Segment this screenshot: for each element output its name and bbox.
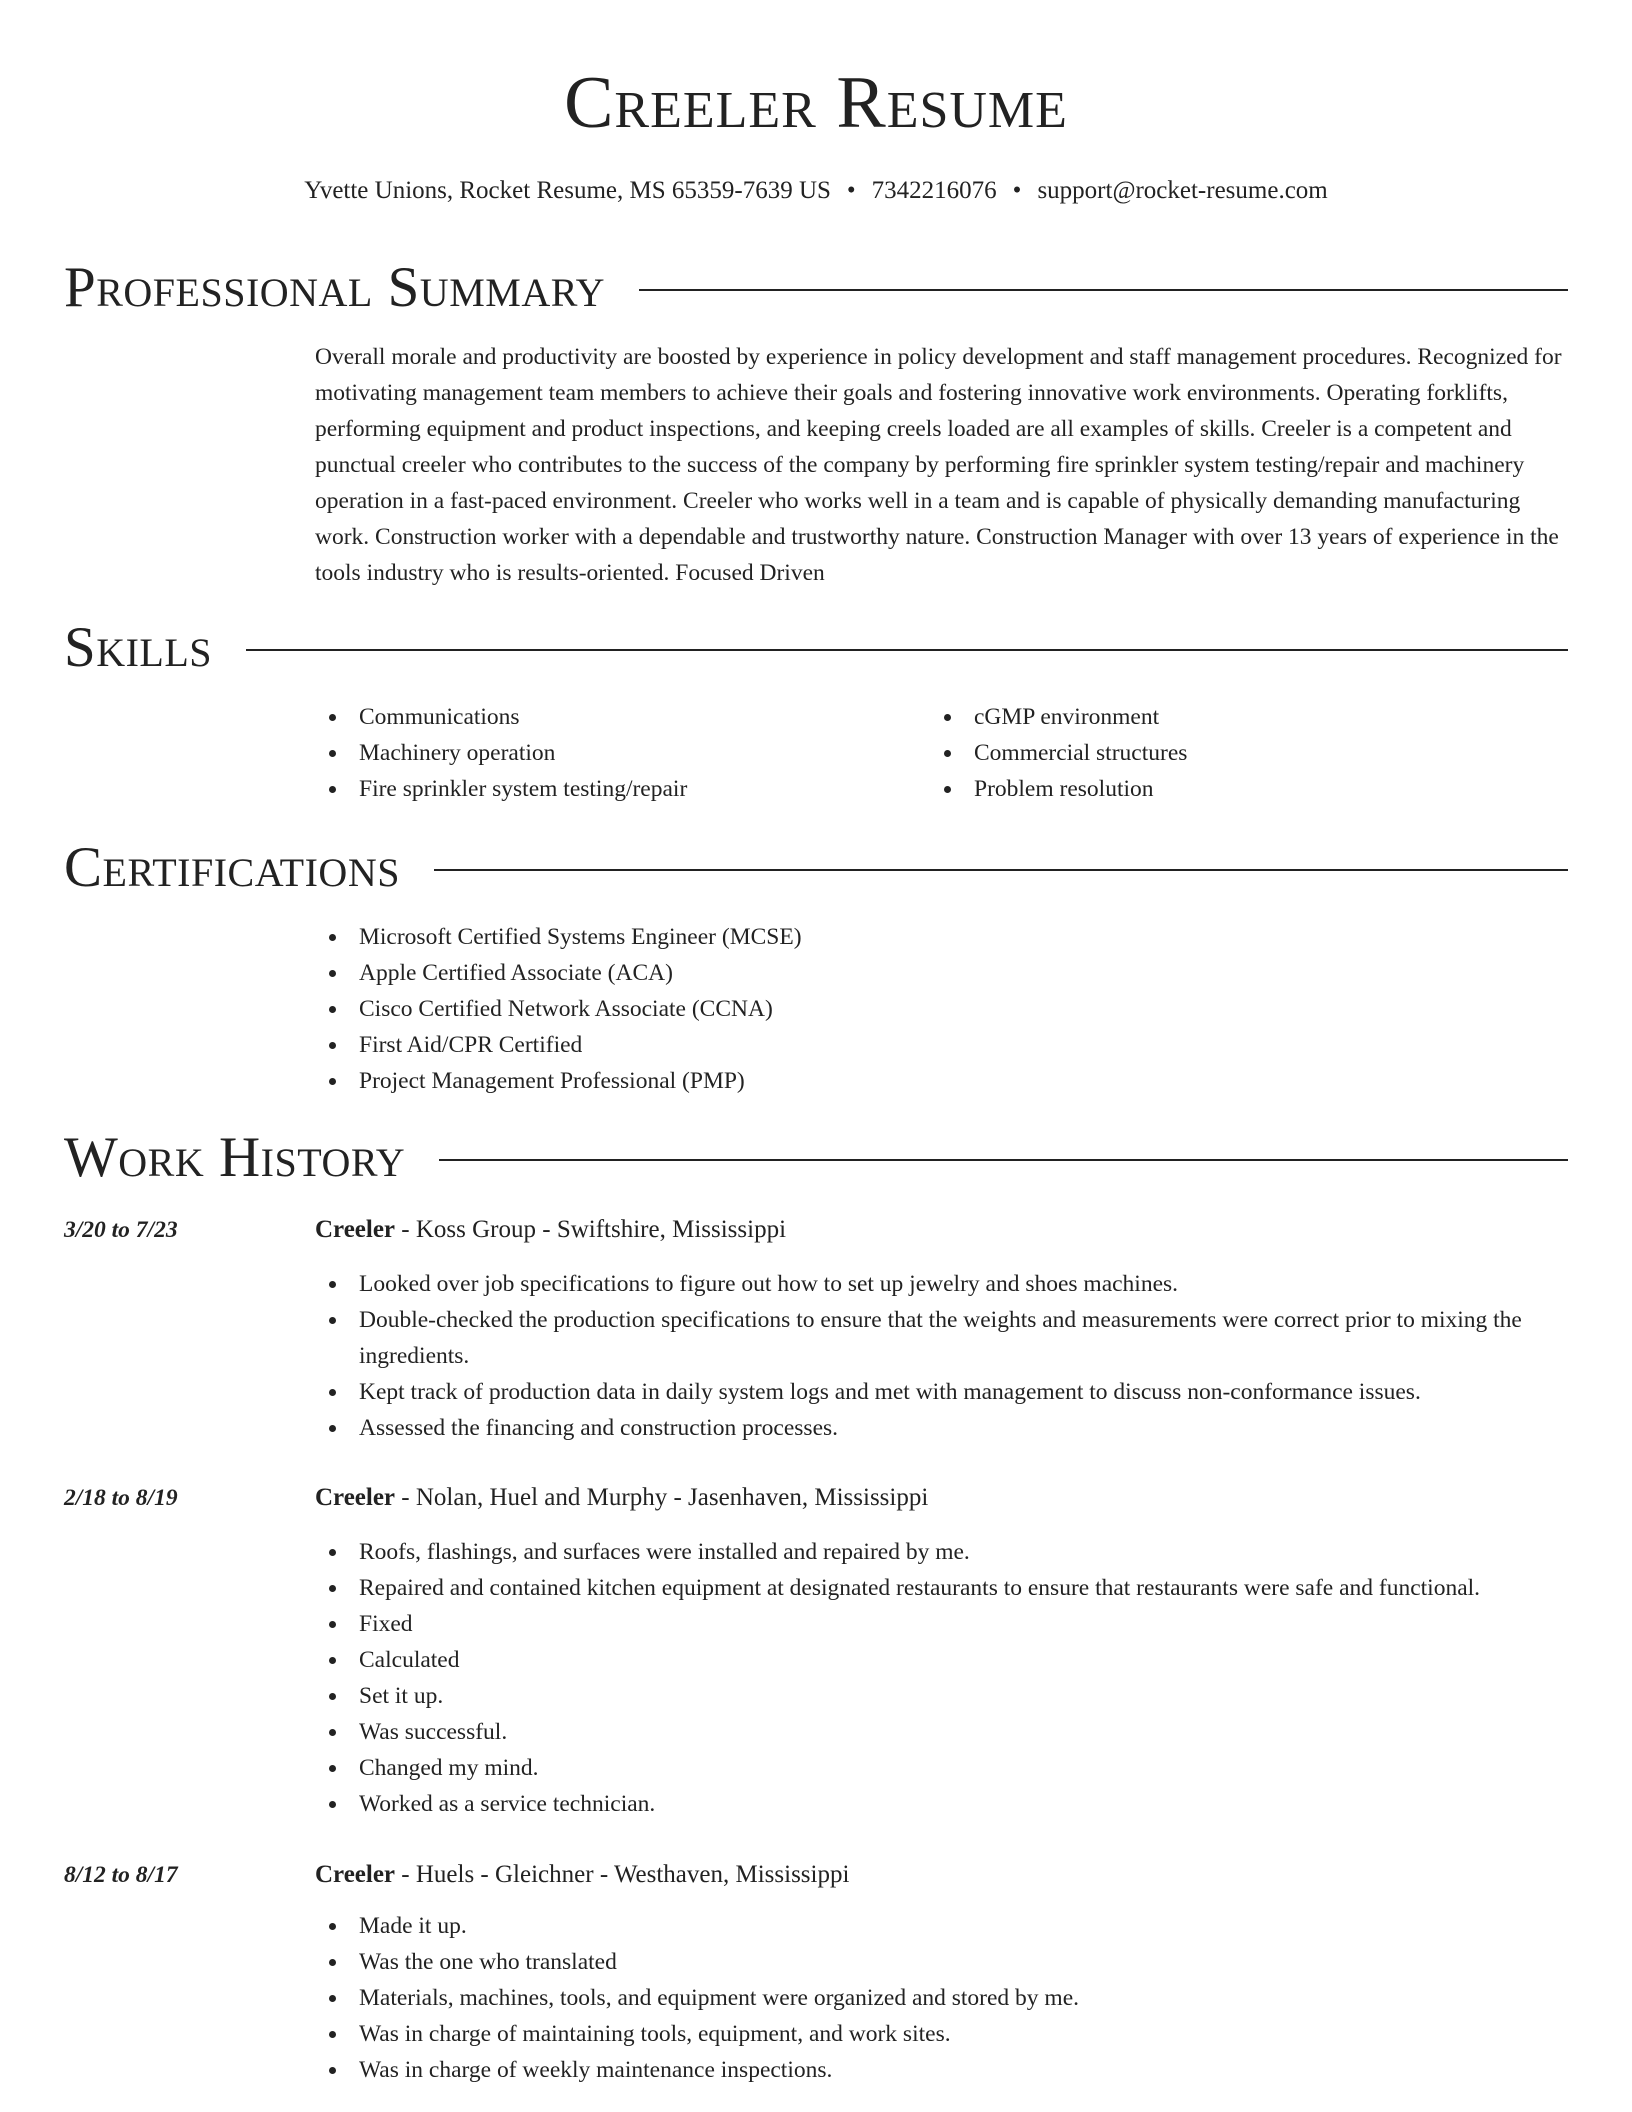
job-duty: Changed my mind. — [315, 1750, 1575, 1786]
job-duty: Fixed — [315, 1606, 1575, 1642]
job-details: - Koss Group - Swiftshire, Mississippi — [395, 1216, 787, 1243]
job-duty: Calculated — [315, 1642, 1575, 1678]
certification-item: First Aid/CPR Certified — [315, 1027, 1565, 1063]
job-role: Creeler — [315, 1861, 396, 1888]
job-heading — [315, 1212, 786, 1248]
section-title-skills: Skills — [64, 616, 213, 679]
certifications-list — [315, 919, 1565, 1099]
skill-item: Problem resolution — [930, 771, 1530, 807]
section-header-work-history — [64, 1123, 1568, 1193]
job-duty: Looked over job specifications to figure out how to set up jewelry and shoes machines. — [315, 1266, 1575, 1302]
job-duties — [315, 1534, 1575, 1822]
skill-item: Fire sprinkler system testing/repair — [315, 771, 915, 807]
contact-line — [0, 174, 1632, 208]
job-heading — [315, 1480, 928, 1516]
job-dates: 2/18 to 8/19 — [64, 1485, 178, 1511]
job-duty: Was the one who translated — [315, 1944, 1575, 1980]
job-duty: Was in charge of weekly maintenance inspections. — [315, 2052, 1575, 2088]
job-duties — [315, 1266, 1575, 1446]
job-role: Creeler — [315, 1216, 396, 1243]
skill-item: cGMP environment — [930, 699, 1530, 735]
section-divider — [639, 289, 1568, 291]
job-role: Creeler — [315, 1484, 396, 1511]
certification-item: Cisco Certified Network Associate (CCNA) — [315, 991, 1565, 1027]
contact-email: support@rocket-resume.com — [1037, 177, 1328, 204]
job-duty: Made it up. — [315, 1908, 1575, 1944]
certification-item: Microsoft Certified Systems Engineer (MCSE) — [315, 919, 1565, 955]
job-dates: 3/20 to 7/23 — [64, 1217, 178, 1243]
job-dates: 8/12 to 8/17 — [64, 1862, 178, 1888]
job-details: - Huels - Gleichner - Westhaven, Mississippi — [395, 1861, 850, 1888]
section-divider — [434, 869, 1568, 871]
section-header-summary — [64, 253, 1568, 323]
job-duty: Repaired and contained kitchen equipment at designated restaurants to ensure that restaurants were safe and functional. — [315, 1570, 1575, 1606]
job-duty: Kept track of production data in daily system logs and met with management to discuss non-conformance issues. — [315, 1374, 1575, 1410]
skill-item: Communications — [315, 699, 915, 735]
job-duty: Double-checked the production specifications to ensure that the weights and measurements were correct prior to mixing the ingredients. — [315, 1302, 1575, 1374]
section-divider — [246, 649, 1568, 651]
section-title-certifications: Certifications — [64, 836, 400, 899]
contact-phone: 7342216076 — [871, 177, 997, 204]
job-details: - Nolan, Huel and Murphy - Jasenhaven, Mississippi — [395, 1484, 929, 1511]
summary-text: Overall morale and productivity are boosted by experience in policy development and staff management procedures. Recognized for motivating management team members to achieve their goals and fostering innovative work environments. Operating forklifts, performing equipment and product inspections, and keeping creels loaded are all examples of skills. Creeler is a competent and punctual creeler who contributes to the success of the company by performing fire sprinkler system testing/repair and machinery operation in a fast-paced environment. Creeler who works well in a team and is capable of physically demanding manufacturing work. Construction worker with a dependable and trustworthy nature. Construction Manager with over 13 years of experience in the tools industry who is results-oriented. Focused Driven — [315, 344, 1562, 586]
job-duty: Set it up. — [315, 1678, 1575, 1714]
contact-separator: • — [1012, 177, 1022, 204]
section-title-work-history: Work History — [64, 1126, 406, 1189]
job-duty: Was successful. — [315, 1714, 1575, 1750]
job-heading — [315, 1857, 849, 1893]
job-duty: Assessed the financing and construction processes. — [315, 1410, 1575, 1446]
skills-column-right — [930, 699, 1530, 807]
job-duty: Was in charge of maintaining tools, equipment, and work sites. — [315, 2016, 1575, 2052]
certification-item: Project Management Professional (PMP) — [315, 1063, 1565, 1099]
skills-column-left — [315, 699, 915, 807]
job-duty: Materials, machines, tools, and equipment were organized and stored by me. — [315, 1980, 1575, 2016]
section-header-skills — [64, 613, 1568, 683]
section-divider — [439, 1159, 1568, 1161]
skill-item: Commercial structures — [930, 735, 1530, 771]
skill-item: Machinery operation — [315, 735, 915, 771]
contact-address: Yvette Unions, Rocket Resume, MS 65359-7639 US — [304, 177, 831, 204]
section-header-certifications — [64, 833, 1568, 903]
job-duty: Worked as a service technician. — [315, 1786, 1575, 1822]
certification-item: Apple Certified Associate (ACA) — [315, 955, 1565, 991]
job-duties — [315, 1908, 1575, 2088]
job-duty: Roofs, flashings, and surfaces were installed and repaired by me. — [315, 1534, 1575, 1570]
resume-title: Creeler Resume — [564, 62, 1068, 144]
section-title-summary: Professional Summary — [64, 256, 606, 319]
contact-separator: • — [846, 177, 856, 204]
